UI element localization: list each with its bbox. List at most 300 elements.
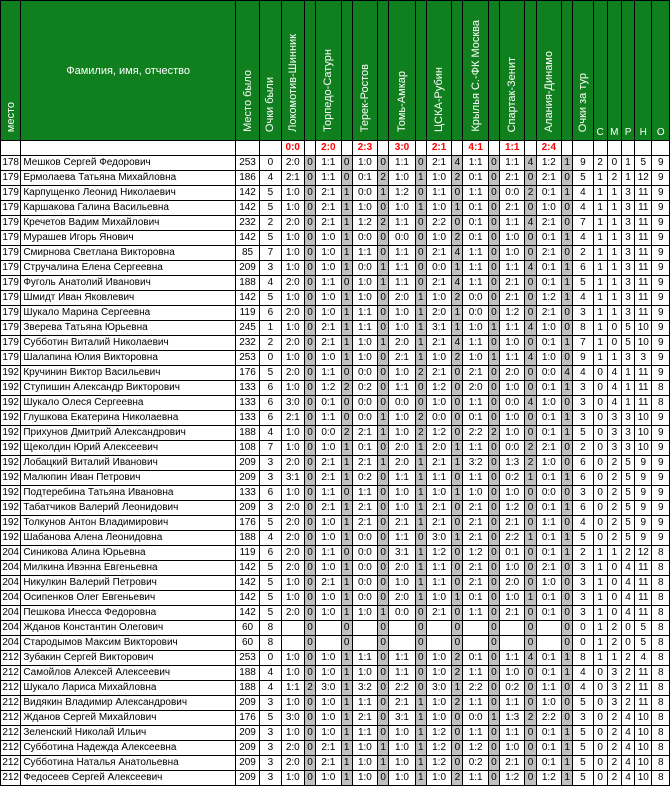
table-cell: 0: [562, 396, 573, 411]
table-cell: 5: [573, 771, 593, 786]
table-cell: 10: [635, 336, 652, 351]
table-cell: 0: [304, 261, 315, 276]
table-cell: 2:1: [426, 156, 451, 171]
table-cell: 0: [488, 621, 499, 636]
table-cell: 1:1: [426, 561, 451, 576]
table-cell: 1:1: [389, 261, 415, 276]
table-cell: 0: [304, 201, 315, 216]
table-cell: 0: [593, 681, 607, 696]
table-cell: 1: [378, 756, 389, 771]
table-cell: 1: [593, 621, 607, 636]
participant-name: Самойлов Алексей Алексеевич: [21, 666, 236, 681]
table-cell: 1: [341, 666, 352, 681]
header-round-points: Очки за тур: [573, 1, 593, 141]
table-cell: 8: [652, 771, 670, 786]
table-cell: 2:2: [536, 711, 561, 726]
participant-name: Стародымов Максим Викторович: [21, 636, 236, 651]
table-cell: 0: [304, 711, 315, 726]
table-cell: 2:2: [426, 216, 451, 231]
table-cell: 2:0: [389, 441, 415, 456]
table-cell: 1: [341, 501, 352, 516]
table-row: [1, 216, 670, 231]
table-cell: 0: [378, 591, 389, 606]
table-cell: 0: [452, 756, 463, 771]
table-cell: 0: [304, 156, 315, 171]
table-cell: 142: [235, 576, 259, 591]
table-cell: 0: [593, 441, 607, 456]
table-row: [1, 171, 670, 186]
table-cell: 2:1: [536, 561, 561, 576]
table-cell: 2:1: [463, 561, 488, 576]
table-cell: 0:0: [389, 396, 415, 411]
table-cell: 2:1: [281, 171, 304, 186]
table-cell: 1: [593, 216, 607, 231]
table-row: [1, 651, 670, 666]
table-cell: 1:1: [463, 156, 488, 171]
table-cell: 1: [378, 741, 389, 756]
table-cell: 212: [1, 711, 21, 726]
table-cell: 3: [621, 441, 634, 456]
table-cell: 1: [452, 201, 463, 216]
table-cell: 0:0: [389, 231, 415, 246]
table-row: [1, 741, 670, 756]
table-cell: 11: [635, 366, 652, 381]
table-cell: 0: [415, 261, 426, 276]
table-cell: 0: [378, 696, 389, 711]
table-cell: 0: [378, 246, 389, 261]
table-cell: 1:2: [426, 546, 451, 561]
table-cell: 0:0: [352, 231, 377, 246]
table-cell: 188: [235, 276, 259, 291]
table-cell: 11: [635, 306, 652, 321]
table-cell: 2:1: [389, 516, 415, 531]
table-cell: 8: [652, 591, 670, 606]
table-cell: 0:1: [463, 591, 488, 606]
table-cell: 192: [1, 516, 21, 531]
table-cell: 0: [593, 741, 607, 756]
table-cell: 0: [562, 321, 573, 336]
table-cell: 204: [1, 546, 21, 561]
table-cell: 0: [525, 576, 536, 591]
table-cell: 1: [607, 231, 621, 246]
table-cell: 188: [235, 681, 259, 696]
table-cell: 0: [562, 621, 573, 636]
table-cell: 5: [573, 426, 593, 441]
table-cell: 0: [415, 246, 426, 261]
table-cell: 1: [562, 756, 573, 771]
table-cell: 1: [525, 531, 536, 546]
table-cell: 4: [260, 531, 281, 546]
table-cell: 0: [378, 651, 389, 666]
table-cell: 0: [341, 411, 352, 426]
table-cell: 0: [304, 276, 315, 291]
table-cell: 1:0: [389, 576, 415, 591]
table-cell: 1: [562, 531, 573, 546]
table-row: [1, 336, 670, 351]
table-cell: 2:1: [316, 576, 341, 591]
table-cell: 1:0: [281, 426, 304, 441]
table-cell: 1:0: [316, 726, 341, 741]
table-cell: 1: [415, 291, 426, 306]
table-cell: [281, 636, 304, 651]
table-cell: 2:0: [389, 561, 415, 576]
table-cell: 0: [562, 576, 573, 591]
table-cell: 2:0: [281, 501, 304, 516]
table-cell: 5: [260, 291, 281, 306]
table-cell: 10: [635, 441, 652, 456]
table-cell: 1:1: [316, 486, 341, 501]
table-cell: [500, 621, 525, 636]
table-cell: 0: [607, 321, 621, 336]
table-cell: 4: [573, 666, 593, 681]
table-cell: 1:0: [316, 591, 341, 606]
table-cell: 176: [235, 366, 259, 381]
table-cell: 212: [1, 771, 21, 786]
table-cell: 0: [488, 201, 499, 216]
table-cell: 1: [562, 426, 573, 441]
table-cell: 0: [488, 741, 499, 756]
header-n: Н: [635, 1, 652, 141]
table-cell: 5: [573, 276, 593, 291]
table-cell: 1:2: [352, 216, 377, 231]
table-cell: 0: [452, 741, 463, 756]
table-cell: 1: [593, 186, 607, 201]
table-cell: 0:1: [536, 231, 561, 246]
table-cell: 1: [562, 546, 573, 561]
table-cell: 0: [304, 231, 315, 246]
table-cell: 0: [525, 771, 536, 786]
table-cell: 4: [573, 681, 593, 696]
table-cell: 10: [635, 411, 652, 426]
participant-name: Шалапина Юлия Викторовна: [21, 351, 236, 366]
table-cell: 0: [378, 726, 389, 741]
table-cell: 3: [607, 426, 621, 441]
table-cell: 179: [1, 186, 21, 201]
table-cell: 2:1: [316, 471, 341, 486]
table-cell: 9: [652, 471, 670, 486]
table-cell: 0: [304, 366, 315, 381]
table-cell: 0: [593, 771, 607, 786]
table-cell: 0: [452, 636, 463, 651]
table-cell: 0: [260, 651, 281, 666]
table-cell: 1:0: [500, 246, 525, 261]
table-cell: 1: [415, 576, 426, 591]
table-cell: 1:1: [316, 156, 341, 171]
table-cell: 0: [488, 771, 499, 786]
table-cell: 3: [260, 696, 281, 711]
table-cell: 0: [378, 441, 389, 456]
table-row: [1, 501, 670, 516]
header-match-8: Алания-Динамо: [536, 1, 561, 141]
table-cell: 6: [573, 456, 593, 471]
table-cell: 0:2: [352, 471, 377, 486]
table-cell: 0: [415, 621, 426, 636]
table-cell: 4: [525, 156, 536, 171]
table-cell: 4: [621, 591, 634, 606]
table-cell: 0:1: [536, 546, 561, 561]
table-cell: 1:0: [316, 531, 341, 546]
table-cell: 1:1: [426, 576, 451, 591]
table-cell: 0:1: [463, 171, 488, 186]
table-cell: 4: [607, 381, 621, 396]
table-cell: 0:1: [536, 651, 561, 666]
table-cell: 1: [607, 186, 621, 201]
table-cell: 0: [525, 621, 536, 636]
table-cell: 2:1: [316, 501, 341, 516]
table-cell: 0: [488, 681, 499, 696]
table-cell: 0:1: [536, 756, 561, 771]
table-cell: 0: [304, 771, 315, 786]
table-cell: 0: [378, 471, 389, 486]
table-row: [1, 486, 670, 501]
table-cell: 3: [621, 351, 634, 366]
table-cell: 1:0: [500, 666, 525, 681]
table-cell: 4: [573, 231, 593, 246]
table-cell: 1:1: [463, 246, 488, 261]
table-cell: 9: [652, 351, 670, 366]
table-cell: 3: [573, 606, 593, 621]
table-cell: 11: [635, 216, 652, 231]
table-cell: 8: [652, 726, 670, 741]
table-cell: 1:0: [316, 231, 341, 246]
table-cell: 1:0: [281, 261, 304, 276]
table-cell: 4: [525, 351, 536, 366]
table-cell: 1:0: [352, 291, 377, 306]
table-row: [1, 756, 670, 771]
table-cell: 2: [415, 411, 426, 426]
table-row: [1, 231, 670, 246]
table-cell: 0: [304, 291, 315, 306]
table-row: [1, 306, 670, 321]
table-cell: 3:1: [281, 471, 304, 486]
table-cell: 0:1: [536, 381, 561, 396]
table-cell: 0: [452, 411, 463, 426]
table-cell: 3:0: [426, 531, 451, 546]
table-cell: 0: [488, 231, 499, 246]
table-cell: 2:1: [316, 321, 341, 336]
table-cell: 0: [304, 666, 315, 681]
table-cell: 1:0: [500, 411, 525, 426]
participant-name: Шмидт Иван Яковлевич: [21, 291, 236, 306]
table-cell: 0: [341, 171, 352, 186]
table-cell: 5: [621, 321, 634, 336]
table-cell: 2:0: [389, 591, 415, 606]
table-cell: 0: [341, 486, 352, 501]
table-cell: 0: [562, 606, 573, 621]
table-cell: 0: [525, 291, 536, 306]
table-cell: 3: [260, 501, 281, 516]
participant-name: Осипенков Олег Евгеньевич: [21, 591, 236, 606]
table-cell: 0: [593, 456, 607, 471]
table-cell: 1: [415, 756, 426, 771]
table-cell: 1:0: [352, 666, 377, 681]
table-cell: 2: [378, 216, 389, 231]
table-cell: 3:0: [426, 681, 451, 696]
table-cell: 4: [260, 426, 281, 441]
table-cell: 204: [1, 621, 21, 636]
table-row: [1, 156, 670, 171]
participant-name: Пешкова Инесса Федоровна: [21, 606, 236, 621]
table-cell: 1:0: [463, 486, 488, 501]
table-cell: 1:0: [389, 726, 415, 741]
participant-name: Субботин Виталий Николаевич: [21, 336, 236, 351]
participant-name: Глушкова Екатерина Николаевна: [21, 411, 236, 426]
table-cell: 3: [621, 246, 634, 261]
table-cell: 0:0: [352, 411, 377, 426]
table-cell: 0: [488, 636, 499, 651]
table-cell: 0: [488, 546, 499, 561]
table-cell: 7: [260, 441, 281, 456]
table-cell: 0:1: [536, 501, 561, 516]
participant-name: Жданов Сергей Михайлович: [21, 711, 236, 726]
table-cell: 4: [573, 186, 593, 201]
table-cell: 1: [593, 351, 607, 366]
table-cell: 142: [235, 186, 259, 201]
participant-name: Табатчиков Валерий Леонидович: [21, 501, 236, 516]
table-cell: 0:1: [463, 651, 488, 666]
table-cell: 1: [607, 216, 621, 231]
table-cell: 0: [304, 486, 315, 501]
table-cell: 2: [573, 546, 593, 561]
table-cell: 0: [562, 696, 573, 711]
table-cell: 0: [562, 216, 573, 231]
table-cell: 0: [415, 231, 426, 246]
table-cell: 3: [260, 771, 281, 786]
table-cell: 1:1: [281, 681, 304, 696]
table-cell: 3: [621, 306, 634, 321]
table-cell: 0: [452, 621, 463, 636]
table-cell: 0: [304, 651, 315, 666]
table-cell: 4: [607, 366, 621, 381]
table-cell: 1: [593, 291, 607, 306]
table-cell: 4: [621, 606, 634, 621]
table-cell: 2:1: [500, 276, 525, 291]
table-cell: 1:1: [389, 246, 415, 261]
table-cell: 0:0: [352, 186, 377, 201]
table-cell: 0: [304, 741, 315, 756]
table-cell: 0: [488, 171, 499, 186]
table-cell: 1:2: [500, 306, 525, 321]
table-cell: 1: [562, 471, 573, 486]
table-cell: 0:1: [536, 261, 561, 276]
table-cell: 1: [415, 561, 426, 576]
table-cell: 0: [304, 411, 315, 426]
table-cell: 1:0: [316, 666, 341, 681]
table-cell: 5: [260, 231, 281, 246]
table-cell: 3: [260, 726, 281, 741]
table-cell: 0: [607, 336, 621, 351]
table-cell: 1: [525, 471, 536, 486]
table-cell: 1: [341, 711, 352, 726]
table-cell: 0: [488, 216, 499, 231]
table-cell: 1: [562, 336, 573, 351]
table-cell: 1:0: [352, 606, 377, 621]
table-cell: 0:0: [536, 486, 561, 501]
table-cell: 0: [378, 516, 389, 531]
table-cell: 0: [525, 336, 536, 351]
table-cell: 1:0: [352, 771, 377, 786]
table-cell: 1:0: [352, 336, 377, 351]
table-cell: 0: [488, 561, 499, 576]
table-row: [1, 666, 670, 681]
table-cell: 0: [488, 381, 499, 396]
table-cell: 1:0: [500, 336, 525, 351]
table-cell: 0: [488, 291, 499, 306]
table-cell: 60: [235, 636, 259, 651]
table-cell: 1: [341, 216, 352, 231]
participant-name: Синикова Алина Юрьевна: [21, 546, 236, 561]
table-cell: 1: [341, 201, 352, 216]
table-cell: 1:0: [352, 351, 377, 366]
table-cell: 1:1: [500, 156, 525, 171]
participant-name: Толкунов Антон Владимирович: [21, 516, 236, 531]
table-cell: 2: [573, 246, 593, 261]
table-cell: 0: [415, 186, 426, 201]
table-cell: 0:1: [352, 171, 377, 186]
table-cell: 7: [573, 216, 593, 231]
table-cell: 1:0: [500, 381, 525, 396]
table-cell: 0: [562, 306, 573, 321]
table-cell: 0: [488, 156, 499, 171]
table-cell: 5: [621, 456, 634, 471]
table-cell: 2:1: [352, 501, 377, 516]
table-cell: 0: [341, 621, 352, 636]
table-cell: 1:1: [316, 411, 341, 426]
table-cell: 0: [562, 246, 573, 261]
table-cell: 1: [415, 306, 426, 321]
table-cell: 0: [488, 516, 499, 531]
table-cell: 0: [562, 681, 573, 696]
table-cell: 0: [488, 411, 499, 426]
table-cell: 3:1: [426, 321, 451, 336]
table-cell: 4: [607, 396, 621, 411]
table-cell: 2: [452, 291, 463, 306]
table-cell: 1: [593, 576, 607, 591]
table-cell: 1:2: [426, 426, 451, 441]
table-cell: 2:1: [500, 756, 525, 771]
table-cell: 0:2: [352, 381, 377, 396]
table-cell: 0: [573, 621, 593, 636]
header-prev-points: Очки были: [260, 1, 281, 141]
table-cell: 1: [415, 171, 426, 186]
table-cell: 253: [235, 351, 259, 366]
result-1: 0:0: [281, 141, 304, 156]
table-cell: 1:1: [463, 276, 488, 291]
table-cell: 1:1: [426, 186, 451, 201]
table-cell: 0: [378, 156, 389, 171]
table-cell: 0: [573, 636, 593, 651]
table-cell: 0: [304, 531, 315, 546]
participant-name: Мешков Сергей Федорович: [21, 156, 236, 171]
table-cell: 133: [235, 396, 259, 411]
table-cell: 108: [235, 441, 259, 456]
table-cell: 0:0: [352, 576, 377, 591]
table-cell: 0: [304, 396, 315, 411]
table-cell: 1:1: [463, 696, 488, 711]
table-cell: 10: [635, 756, 652, 771]
table-cell: 0: [488, 471, 499, 486]
table-cell: 1: [593, 591, 607, 606]
table-cell: 0: [562, 516, 573, 531]
table-cell: 2: [452, 231, 463, 246]
table-cell: 192: [1, 486, 21, 501]
table-cell: 1: [607, 276, 621, 291]
table-cell: 2:0: [281, 366, 304, 381]
table-cell: 1:0: [389, 486, 415, 501]
table-cell: 3: [573, 411, 593, 426]
table-row: [1, 246, 670, 261]
table-cell: 0: [525, 426, 536, 441]
